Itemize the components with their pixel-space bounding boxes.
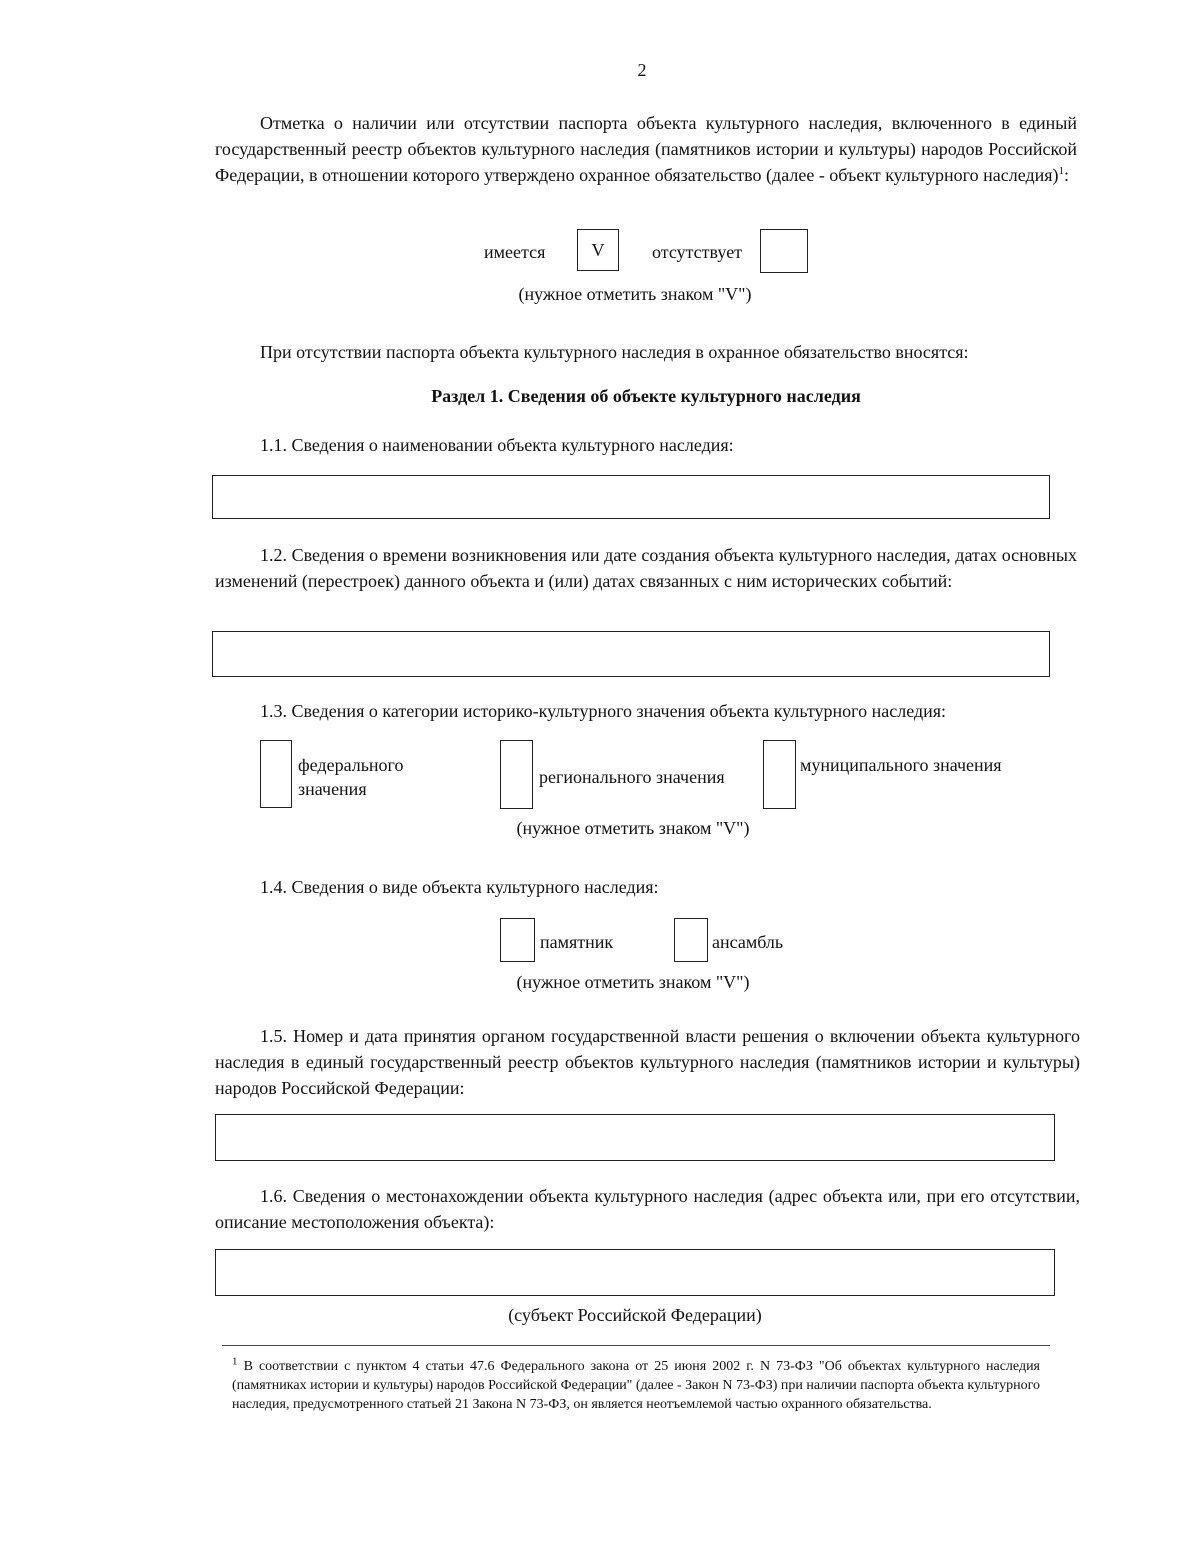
intro-suffix: : (1064, 165, 1070, 185)
type-monument-checkbox[interactable] (500, 918, 535, 962)
category-regional-checkbox[interactable] (500, 740, 533, 809)
item-1-5-field[interactable] (215, 1114, 1055, 1161)
item-1-3-label: 1.3. Сведения о категории историко-культурного значения объекта культурного наследия: (260, 701, 947, 721)
footnote-text: В соответствии с пунктом 4 статьи 47.6 Федерального закона от 25 июня 2002 г. N 73-ФЗ "Об объектах культурного наследия (памятниках истории и культуры) народов Российской Федерации" (далее - Закон N 73-ФЗ) при наличии паспорта объекта культурного наследия, предусмотренного статьей 21 Закона N 73-ФЗ, он является неотъемлемой частью охранного обязательства. (232, 1359, 1040, 1412)
item-1-6-label: 1.6. Сведения о местонахождении объекта культурного наследия (адрес объекта или, при его отсутствии, описание местоположения объекта): (215, 1186, 1080, 1232)
absence-paragraph: При отсутствии паспорта объекта культурного наследия в охранное обязательство вносятся: (260, 342, 969, 362)
category-hint: (нужное отметить знаком "V") (516, 818, 750, 838)
footnote-divider (222, 1345, 1050, 1346)
footnote-number: 1 (232, 1355, 238, 1368)
footnote (232, 1357, 1040, 1414)
item-1-6-field[interactable] (215, 1249, 1055, 1296)
item-1-2-label: 1.2. Сведения о времени возникновения или дате создания объекта культурного наследия, датах основных изменений (перестроек) данного объекта и (или) датах связанных с ним исторических событий: (215, 545, 1077, 591)
passport-present-checkbox[interactable] (577, 229, 619, 271)
item-1-6-caption: (субъект Российской Федерации) (508, 1305, 762, 1325)
item-1-4-label: 1.4. Сведения о виде объекта культурного наследия: (260, 877, 659, 897)
passport-absent-label: отсутствует (652, 242, 743, 262)
item-1-2-field[interactable] (212, 631, 1050, 677)
type-ensemble-checkbox[interactable] (674, 918, 708, 962)
section-1-title: Раздел 1. Сведения об объекте культурного наследия (431, 386, 861, 406)
category-regional-label: регионального значения (539, 767, 725, 787)
passport-hint: (нужное отметить знаком "V") (518, 284, 752, 304)
item-1-1-field[interactable] (212, 475, 1050, 519)
type-monument-label: памятник (540, 932, 614, 952)
category-municipal-label: муниципального значения (800, 755, 1002, 775)
passport-absent-checkbox[interactable] (760, 229, 808, 273)
intro-text: Отметка о наличии или отсутствии паспорта объекта культурного наследия, включенного в единый государственный реестр объектов культурного наследия (памятников истории и культуры) народов Российской Федерации, в отношении которого утверждено охранное обязательство (далее - объект культурного наследия) (215, 113, 1077, 185)
category-federal-checkbox[interactable] (260, 740, 292, 808)
passport-present-mark: V (591, 240, 605, 260)
passport-present-label: имеется (484, 242, 546, 262)
footnote-ref: 1 (1058, 165, 1065, 177)
category-federal-label: федерального значения (298, 755, 404, 799)
type-hint: (нужное отметить знаком "V") (516, 972, 750, 992)
item-1-1-label: 1.1. Сведения о наименовании объекта культурного наследия: (260, 435, 734, 455)
page-number: 2 (637, 60, 647, 80)
category-municipal-checkbox[interactable] (763, 740, 796, 809)
type-ensemble-label: ансамбль (712, 932, 784, 952)
item-1-5-label: 1.5. Номер и дата принятия органом государственной власти решения о включении объекта культурного наследия в единый государственный реестр объектов культурного наследия (памятников истории и культуры) народов Российской Федерации: (215, 1026, 1080, 1098)
intro-paragraph (215, 110, 1077, 188)
